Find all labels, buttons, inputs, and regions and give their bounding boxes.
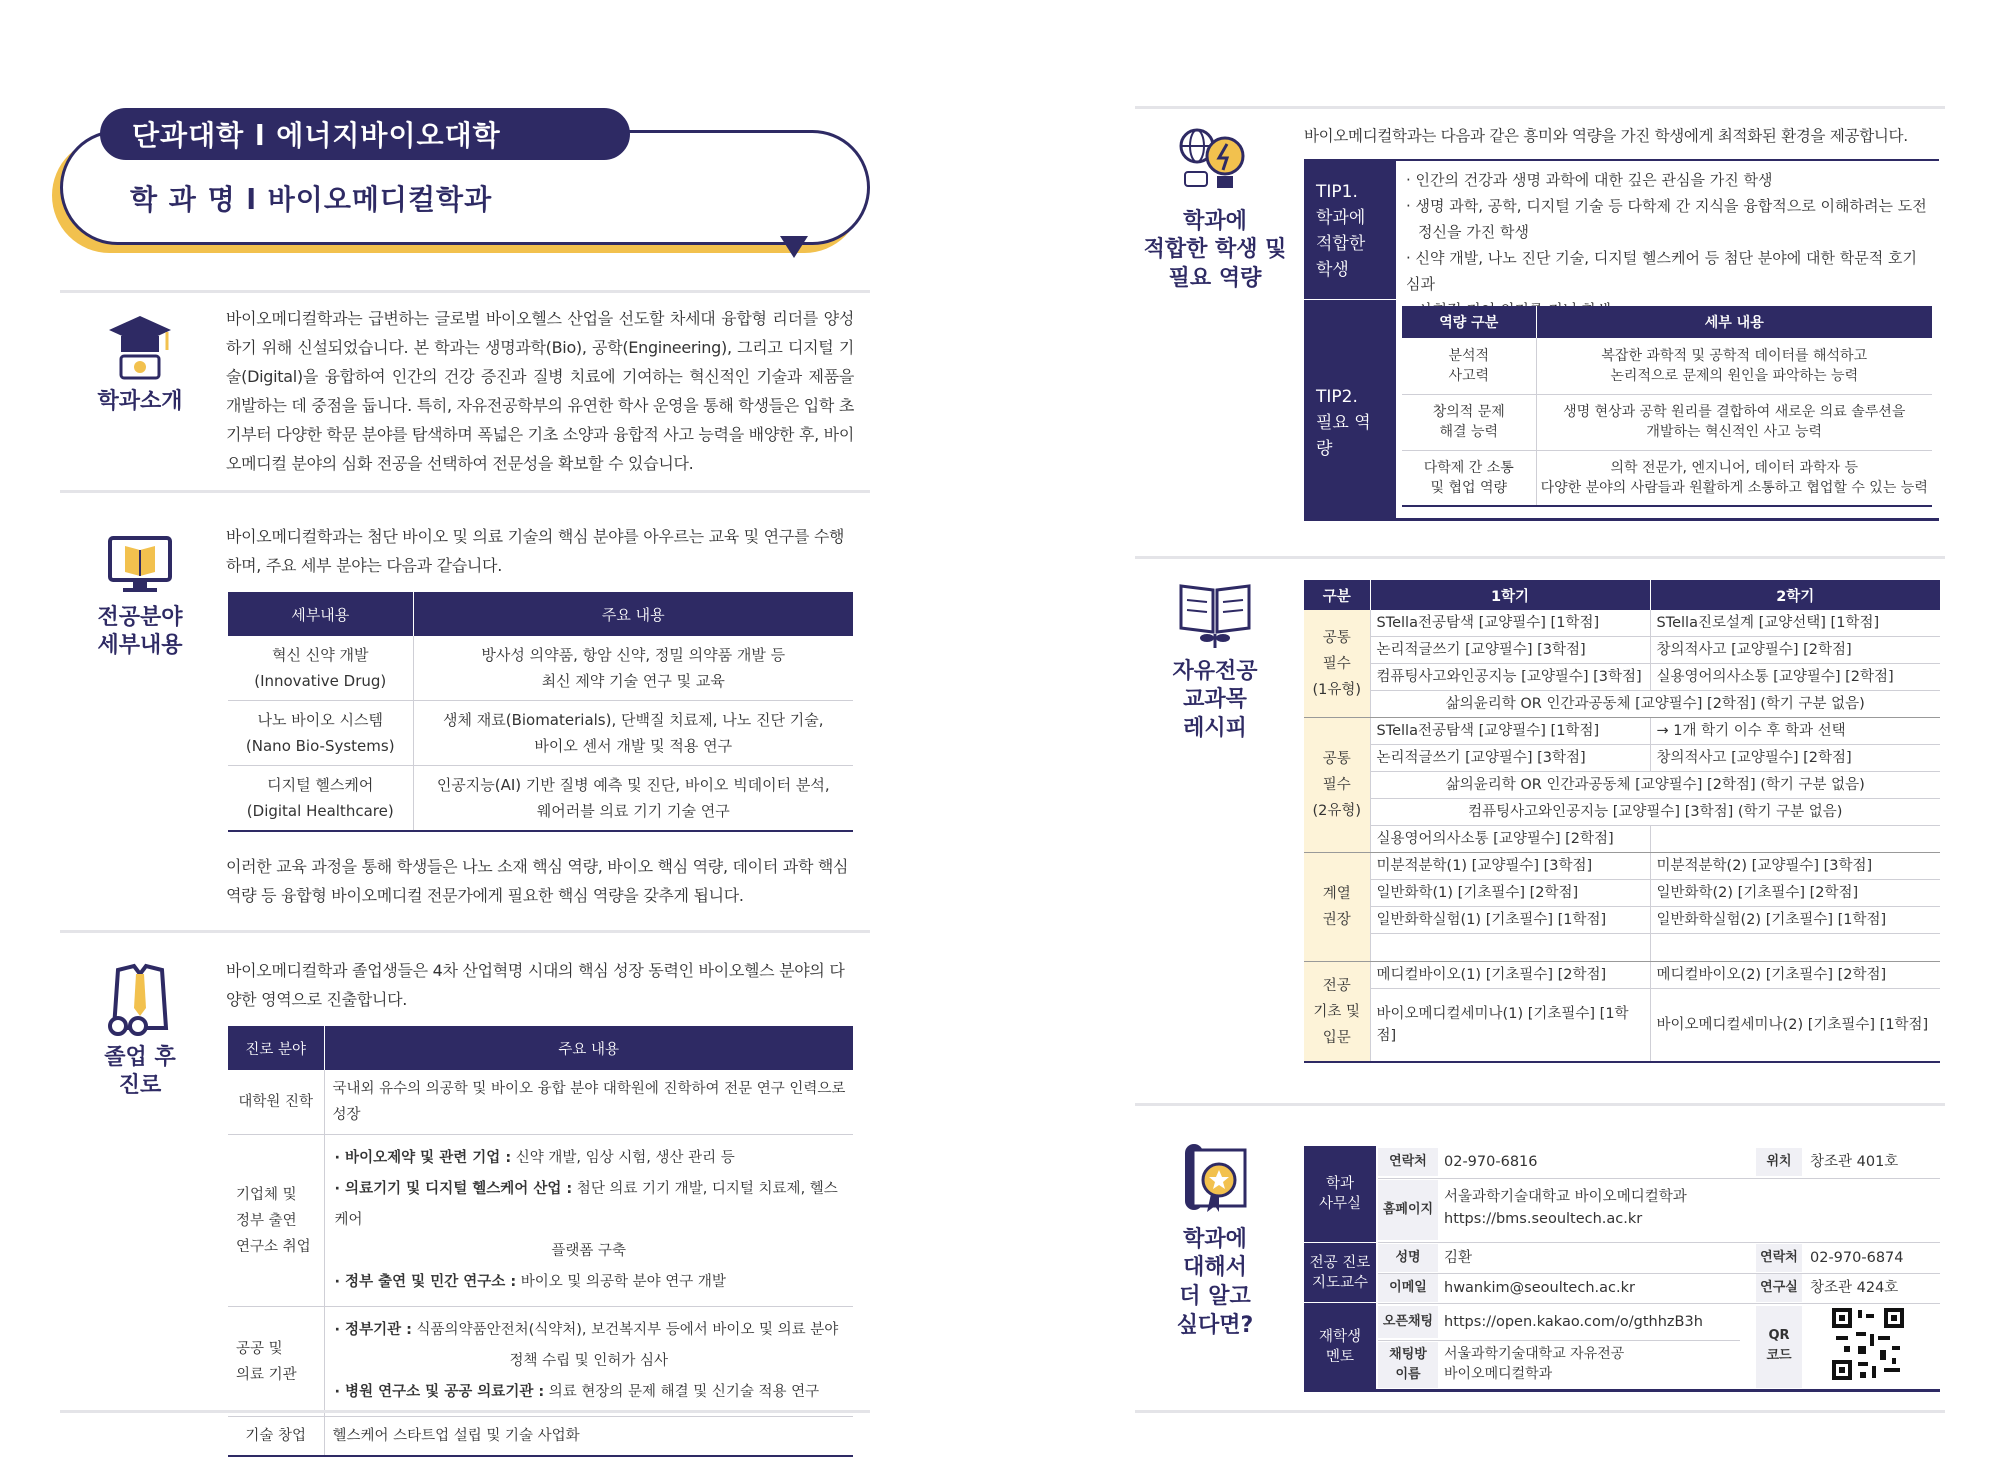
col-header: 2학기 <box>1650 580 1940 610</box>
item-text: 정책 수립 및 인허가 심사 <box>509 1353 668 1369</box>
cell: 바이오 센서 개발 및 적용 연구 <box>534 737 733 755</box>
row-line <box>1378 1340 1740 1341</box>
advisor-cell: 전공 진로 지도교수 <box>1304 1242 1376 1302</box>
qr-code-icon[interactable] <box>1830 1306 1906 1382</box>
key-cell: 위치 <box>1756 1148 1802 1176</box>
cell: 컴퓨팅사고와인공지능 [교양필수] [3학점] (학기 구분 없음) <box>1370 799 1940 826</box>
table-row <box>228 1417 853 1457</box>
table-row <box>228 766 853 832</box>
tip1-content <box>1396 159 1939 299</box>
cell: 방사성 의약품, 항암 신약, 정밀 의약품 개발 등 <box>481 646 786 664</box>
open-book-sprout-icon <box>1177 576 1253 652</box>
item-text: 바이오 및 의공학 분야 연구 개발 <box>516 1274 726 1290</box>
fields-label: 전공분야 세부내용 <box>97 604 183 659</box>
table-row <box>1402 338 1932 394</box>
globe-lightbulb-icon <box>1175 122 1255 202</box>
cell: 바이오메디컬세미나(2) [기초필수] [1학점] <box>1650 989 1940 1063</box>
cell: → 1개 학기 이수 후 학과 선택 <box>1650 718 1940 745</box>
value-cell: 창조관 401호 <box>1810 1154 1899 1170</box>
table-row <box>228 1070 853 1135</box>
career-intro: 바이오메디컬학과 졸업생들은 4차 산업혁명 시대의 핵심 성장 동력인 바이오헬스 분야의 다양한 영역으로 진출합니다. <box>226 961 845 1009</box>
item-text: 의료 현장의 문제 해결 및 신기술 적용 연구 <box>544 1384 820 1400</box>
office-cell: 학과 사무실 <box>1304 1146 1376 1242</box>
cell: 실용영어의사소통 [교양필수] [2학점] <box>1370 826 1650 853</box>
bold-label: · 병원 연구소 및 공공 의료기관 : <box>334 1384 545 1400</box>
contact-icon-col <box>1135 1140 1295 1340</box>
cell: 기업체 및 정부 출연 연구소 취업 <box>228 1135 324 1307</box>
value-cell[interactable]: https://open.kakao.com/o/gthhzB3h <box>1444 1314 1703 1330</box>
college-title: 단과대학 l 에너지바이오대학 <box>132 119 501 152</box>
tip2-cell: TIP2. 필요 역량 <box>1304 299 1396 521</box>
divider <box>1135 1103 1945 1106</box>
mentor-cell: 재학생 멘토 <box>1304 1302 1376 1389</box>
recipe-icon-col <box>1135 576 1295 744</box>
table-row <box>1304 664 1940 691</box>
col-header: 1학기 <box>1370 580 1650 610</box>
cell: 분석적 사고력 <box>1402 338 1536 394</box>
item-text: 신약 개발, 임상 시험, 생산 관리 등 <box>511 1150 735 1166</box>
contact-table <box>1304 1146 1940 1392</box>
cell: 메디컬바이오(2) [기초필수] [2학점] <box>1650 962 1940 989</box>
table-row <box>1304 772 1940 799</box>
group-cell: 전공 기초 및 입문 <box>1304 962 1370 1063</box>
dept-title: 학 과 명 l 바이오메디컬학과 <box>130 183 493 216</box>
table-row <box>228 1307 853 1417</box>
group-cell: 공통 필수 (2유형) <box>1304 718 1370 853</box>
cell: STella전공탐색 [교양필수] [1학점] <box>1370 610 1650 637</box>
cell: (Nano Bio-Systems) <box>245 737 395 755</box>
monitor-book-icon <box>105 528 175 598</box>
row-line <box>1378 1303 1940 1304</box>
table-row <box>1304 691 1940 718</box>
cell: (Innovative Drug) <box>254 672 387 690</box>
cell: 미분적분학(2) [교양필수] [3학점] <box>1650 853 1940 880</box>
cell: 일반화학실험(1) [기초필수] [1학점] <box>1370 907 1650 934</box>
group-cell: 공통 필수 (1유형) <box>1304 610 1370 718</box>
cell: 논리적글쓰기 [교양필수] [3학점] <box>1370 745 1650 772</box>
col-header: 역량 구분 <box>1402 306 1536 338</box>
value-cell: 02-970-6816 <box>1444 1154 1538 1170</box>
intro-label: 학과소개 <box>97 388 183 414</box>
cell: 창의적사고 [교양필수] [2학점] <box>1650 637 1940 664</box>
key-cell: 연구실 <box>1756 1274 1802 1302</box>
table-row <box>1304 745 1940 772</box>
fit-icon-col <box>1135 122 1295 294</box>
table-row <box>1304 610 1940 637</box>
cell: 바이오메디컬세미나(1) [기초필수] [1학점] <box>1370 989 1650 1063</box>
item-text: 식품의약품안전처(식약처), 보건복지부 등에서 바이오 및 의료 분야 <box>411 1322 839 1338</box>
col-header: 주요 내용 <box>413 592 853 636</box>
recipe-table <box>1304 580 1940 1063</box>
recipe-label: 자유전공 교과목 레시피 <box>1172 658 1258 741</box>
key-cell: 채팅방 이름 <box>1378 1342 1438 1388</box>
group-cell: 계열 권장 <box>1304 853 1370 962</box>
cell: 다학제 간 소통 및 협업 역량 <box>1423 459 1514 496</box>
col-header: 구분 <box>1304 580 1370 610</box>
key-cell: 오픈채팅 <box>1378 1306 1438 1338</box>
cell: 일반화학실험(2) [기초필수] [1학점] <box>1650 907 1940 934</box>
cell: 삶의윤리학 OR 인간과공동체 [교양필수] [2학점] (학기 구분 없음) <box>1370 691 1940 718</box>
graduation-cap-icon <box>105 310 175 382</box>
divider <box>1135 556 1945 559</box>
competency-table <box>1402 306 1932 507</box>
key-cell: 홈페이지 <box>1378 1180 1438 1240</box>
table-row <box>1304 962 1940 989</box>
item-text: 첨단 의료 기기 개발, 디지털 치료제, 헬스케어 <box>334 1181 838 1228</box>
table-row <box>1304 799 1940 826</box>
table-row <box>1304 826 1940 853</box>
fields-table <box>228 592 853 832</box>
cell: 실용영어의사소통 [교양필수] [2학점] <box>1650 664 1940 691</box>
table-row <box>228 701 853 766</box>
divider <box>60 490 870 493</box>
table-row <box>1304 718 1940 745</box>
cell: 디지털 헬스케어 <box>267 776 374 794</box>
col-header: 주요 내용 <box>324 1026 853 1070</box>
cell: 공공 및 의료 기관 <box>228 1307 324 1417</box>
table-row <box>1402 394 1932 450</box>
value-cell: 창조관 424호 <box>1810 1280 1899 1296</box>
list-item: 정신을 가진 학생 <box>1418 223 1529 241</box>
bold-label: · 정부 출연 및 민간 연구소 : <box>334 1274 517 1290</box>
cell: 생체 재료(Biomaterials), 단백질 치료제, 나노 진단 기술, <box>442 711 824 729</box>
col-header: 세부내용 <box>228 592 413 636</box>
key-cell: 이메일 <box>1378 1274 1438 1302</box>
fit-intro: 바이오메디컬학과는 다음과 같은 흥미와 역량을 가진 학생에게 최적화된 환경을 제공합니다. <box>1304 127 1908 145</box>
certificate-badge-icon <box>1177 1140 1253 1220</box>
divider <box>1135 106 1945 109</box>
col-header: 세부 내용 <box>1536 306 1932 338</box>
divider <box>60 930 870 933</box>
table-row <box>228 1135 853 1307</box>
divider <box>60 1410 870 1413</box>
cell: 의학 전문가, 엔지니어, 데이터 과학자 등 다양한 분야의 사람들과 원활하게 소통하고 협업할 수 있는 능력 <box>1536 450 1932 506</box>
table-row <box>1304 880 1940 907</box>
list-item: · 생명 과학, 공학, 디지털 기술 등 다학제 간 지식을 융합적으로 이해하려는 도전 <box>1406 197 1927 215</box>
value-cell: 서울과학기술대학교 바이오메디컬학과 https://bms.seoultech.ac.kr <box>1444 1189 1687 1227</box>
table-row <box>1304 989 1940 1063</box>
cell: STella전공탐색 [교양필수] [1학점] <box>1370 718 1650 745</box>
career-table <box>228 1026 853 1457</box>
cell: 나노 바이오 시스템 <box>257 711 383 729</box>
item-text: 플랫폼 구축 <box>551 1243 627 1259</box>
value-cell: 02-970-6874 <box>1810 1250 1904 1266</box>
cell: 생명 현상과 공학 원리를 결합하여 새로운 의료 솔루션을 개발하는 혁신적인 사고 능력 <box>1536 394 1932 450</box>
cell: STella진로설계 [교양선택] [1학점] <box>1650 610 1940 637</box>
key-cell: 연락처 <box>1756 1244 1802 1272</box>
bold-label: · 바이오제약 및 관련 기업 : <box>334 1150 512 1166</box>
bubble-tail <box>780 236 808 258</box>
fit-label: 학과에 적합한 학생 및 필요 역량 <box>1143 208 1287 291</box>
list-item: · 신약 개발, 나노 진단 기술, 디지털 헬스케어 등 첨단 분야에 대한 학문적 호기심과 <box>1406 249 1917 293</box>
table-row <box>1304 637 1940 664</box>
cell: 창의적사고 [교양필수] [2학점] <box>1650 745 1940 772</box>
bold-label: · 정부기관 : <box>334 1322 412 1338</box>
table-row <box>1304 907 1940 934</box>
empty-cell <box>1650 826 1940 853</box>
cell: 복잡한 과학적 및 공학적 데이터를 해석하고 논리적으로 문제의 원인을 파악하는 능력 <box>1536 338 1932 394</box>
career-icon-col <box>75 962 205 1101</box>
key-cell: 연락처 <box>1378 1148 1438 1176</box>
value-cell[interactable]: hwankim@seoultech.ac.kr <box>1444 1280 1635 1296</box>
cell: 최신 제약 기술 연구 및 교육 <box>541 672 725 690</box>
key-cell: QR 코드 <box>1756 1306 1802 1388</box>
col-header: 진로 분야 <box>228 1026 324 1070</box>
cell: 논리적글쓰기 [교양필수] [3학점] <box>1370 637 1650 664</box>
contact-label: 학과에 대해서 더 알고 싶다면? <box>1176 1226 1254 1338</box>
cell: 일반화학(1) [기초필수] [2학점] <box>1370 880 1650 907</box>
empty-cell <box>1370 934 1650 962</box>
divider <box>60 290 870 293</box>
cell: 혁신 신약 개발 <box>272 646 369 664</box>
fields-intro: 바이오메디컬학과는 첨단 바이오 및 의료 기술의 핵심 분야를 아우르는 교육 및 연구를 수행하며, 주요 세부 분야는 다음과 같습니다. <box>226 527 845 575</box>
cell: (Digital Healthcare) <box>246 802 394 820</box>
table-row <box>1304 853 1940 880</box>
table-row <box>228 636 853 701</box>
intro-text: 바이오메디컬학과는 급변하는 글로벌 바이오헬스 산업을 선도할 차세대 융합형 리더를 양성하기 위해 신설되었습니다. 본 학과는 생명과학(Bio), 공학(Engineering), 그리고 디지털 기술(Digital)을 융합하여 인간의 건강 증진과 질병 치료에 기여하는 혁신적인 기술과 제품을 개발하는 데 중점을 둡니다. 특히, 자유전공학부의 유연한 학사 운영을 통해 학생들은 입학 초기부터 다양한 학문 분야를 탐색하며 폭넓은 기초 소양과 융합적 사고 능력을 배양한 후, 바이오메디컬 분야의 심화 전공을 선택하여 전문성을 확보할 수 있습니다. <box>226 309 854 473</box>
divider <box>1135 1410 1945 1413</box>
value-cell: 서울과학기술대학교 자유전공 바이오메디컬학과 <box>1444 1346 1625 1382</box>
tip1-cell: TIP1. 학과에 적합한 학생 <box>1304 159 1396 299</box>
row-line <box>1378 1178 1940 1179</box>
shirt-tie-glasses-icon <box>104 962 176 1038</box>
cell: 기술 창업 <box>245 1428 307 1444</box>
bold-label: · 의료기기 및 디지털 헬스케어 산업 : <box>334 1181 573 1197</box>
cell: 컴퓨팅사고와인공지능 [교양필수] [3학점] <box>1370 664 1650 691</box>
cell: 삶의윤리학 OR 인간과공동체 [교양필수] [2학점] (학기 구분 없음) <box>1370 772 1940 799</box>
cell: 대학원 진학 <box>228 1070 324 1135</box>
cell: 창의적 문제 해결 능력 <box>1402 394 1536 450</box>
key-cell: 성명 <box>1378 1244 1438 1272</box>
cell: 인공지능(AI) 기반 질병 예측 및 진단, 바이오 빅데이터 분석, <box>436 776 830 794</box>
fields-outro: 이러한 교육 과정을 통해 학생들은 나노 소재 핵심 역량, 바이오 핵심 역량, 데이터 과학 핵심 역량 등 융합형 바이오메디컬 전문가에게 필요한 핵심 역량을 갖추게 됩니다. <box>226 857 849 905</box>
cell: 일반화학(2) [기초필수] [2학점] <box>1650 880 1940 907</box>
cell: 메디컬바이오(1) [기초필수] [2학점] <box>1370 962 1650 989</box>
table-row <box>1304 934 1940 962</box>
value-cell: 김환 <box>1444 1250 1473 1266</box>
intro-icon-col <box>75 310 205 416</box>
row-line <box>1378 1242 1940 1243</box>
career-label: 졸업 후 진로 <box>104 1044 176 1099</box>
empty-cell <box>1650 934 1940 962</box>
cell: 미분적분학(1) [교양필수] [3학점] <box>1370 853 1650 880</box>
cell: 국내외 유수의 의공학 및 바이오 융합 분야 대학원에 진학하여 전문 연구 인력으로 성장 <box>324 1070 853 1135</box>
list-item: · 인간의 건강과 생명 과학에 대한 깊은 관심을 가진 학생 <box>1406 171 1773 189</box>
table-row <box>1402 450 1932 506</box>
fields-icon-col <box>75 528 205 661</box>
cell: 헬스케어 스타트업 설립 및 기술 사업화 <box>324 1417 853 1457</box>
cell: 웨어러블 의료 기기 기술 연구 <box>536 802 730 820</box>
